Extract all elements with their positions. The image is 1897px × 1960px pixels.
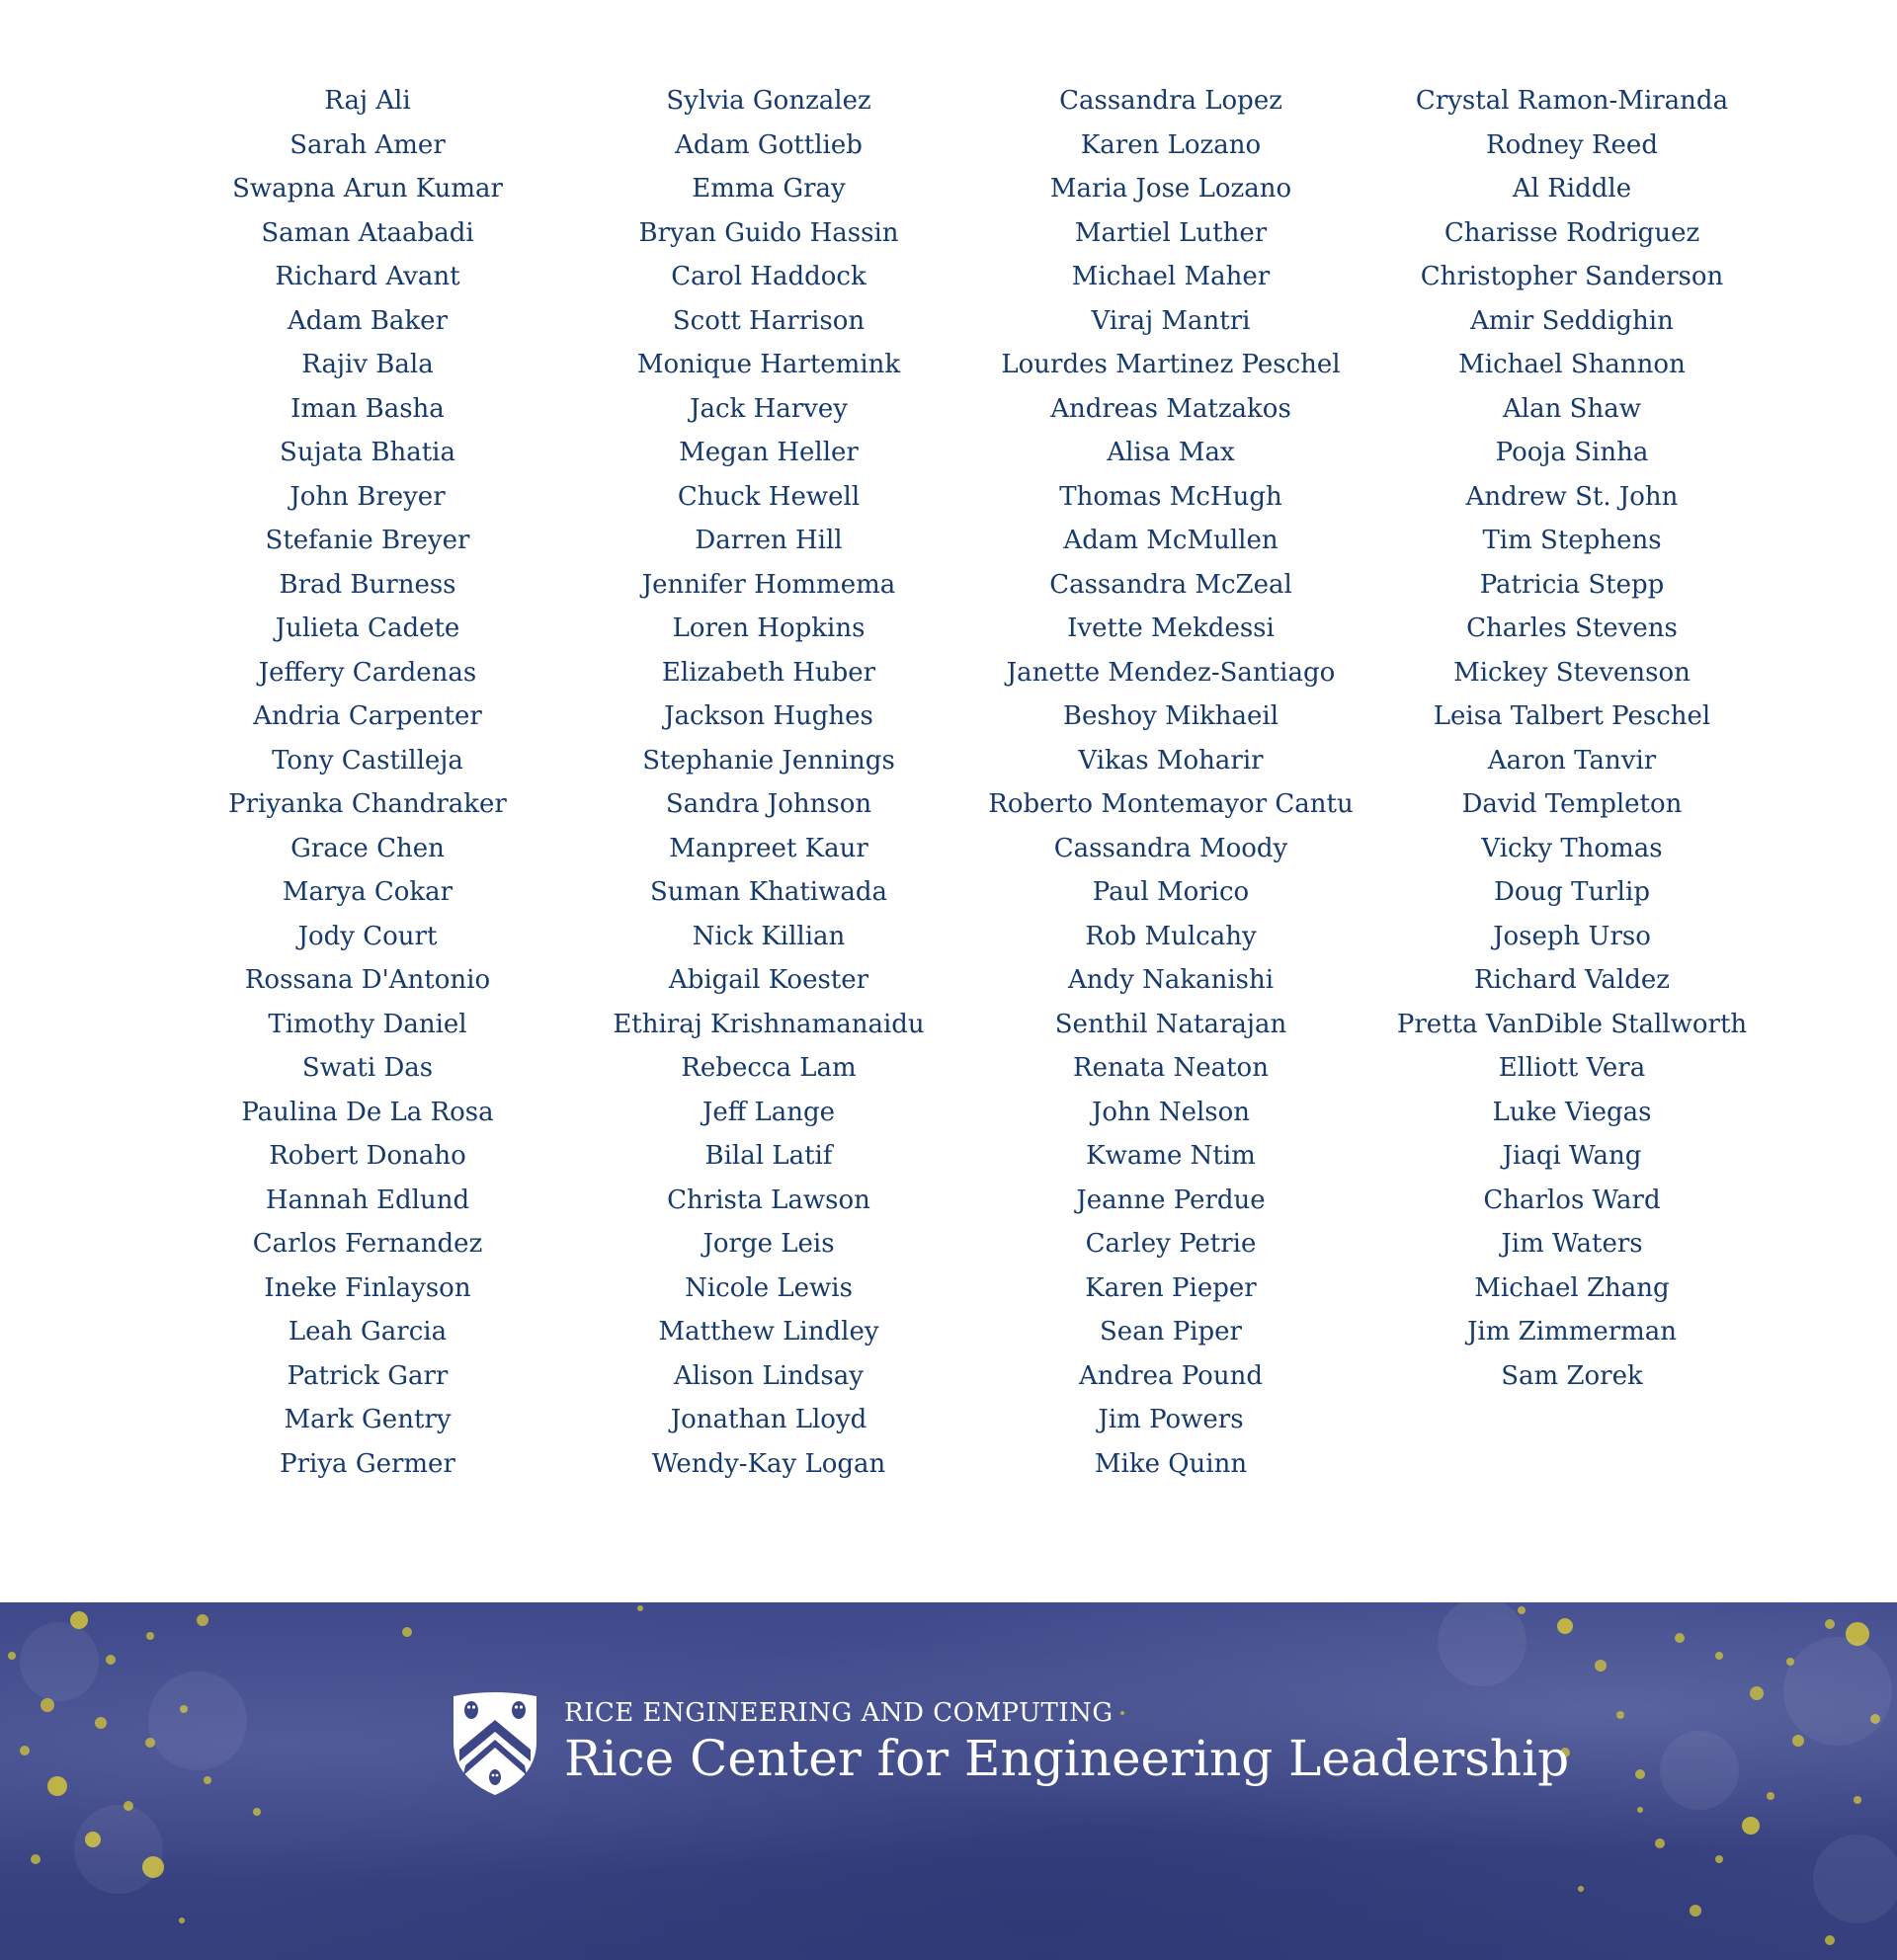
bokeh-dot [1637, 1807, 1643, 1813]
name-entry: Amir Seddighin [1470, 305, 1674, 336]
name-entry: Nick Killian [692, 921, 846, 951]
name-entry: Swati Das [301, 1053, 434, 1083]
bokeh-dot [204, 1776, 211, 1784]
name-entry: Matthew Lindley [658, 1317, 879, 1347]
name-entry: Rodney Reed [1486, 129, 1658, 160]
bokeh-dot [1690, 1905, 1701, 1917]
name-entry: Manpreet Kaur [669, 833, 868, 863]
name-entry: Abigail Koester [668, 965, 869, 995]
bokeh-dot [637, 1605, 643, 1611]
name-entry: Julieta Cadete [275, 613, 460, 643]
name-entry: Sujata Bhatia [280, 438, 455, 467]
name-entry: Jackson Hughes [664, 701, 873, 731]
name-entry: Kwame Ntim [1086, 1141, 1256, 1171]
name-entry: Luke Viegas [1492, 1097, 1652, 1127]
name-entry: Wendy-Kay Logan [651, 1448, 886, 1479]
name-entry: Chuck Hewell [677, 481, 861, 512]
bokeh-dot [179, 1918, 185, 1923]
name-entry: Robert Donaho [269, 1141, 466, 1171]
bokeh-dot [197, 1614, 208, 1626]
name-entry: Adam Baker [287, 305, 449, 336]
name-entry: Pooja Sinha [1495, 438, 1649, 467]
name-entry: Cassandra McZeal [1049, 569, 1292, 600]
name-entry: Patrick Garr [287, 1360, 449, 1391]
name-entry: Michael Maher [1071, 262, 1271, 291]
name-entry: Andreas Matzakos [1050, 393, 1291, 424]
name-entry: Doug Turlip [1494, 877, 1650, 907]
name-entry: Grace Chen [290, 833, 445, 863]
name-entry: Megan Heller [679, 438, 859, 467]
name-entry: Jorge Leis [702, 1229, 835, 1259]
name-entry: Patricia Stepp [1479, 569, 1665, 600]
name-entry: Rob Mulcahy [1085, 921, 1257, 951]
bokeh-dot [106, 1655, 116, 1665]
name-entry: Karen Lozano [1080, 129, 1262, 160]
name-entry: Andrew St. John [1465, 481, 1679, 512]
bokeh-haze [1660, 1731, 1739, 1810]
bokeh-dot [1825, 1619, 1835, 1629]
name-entry: Stefanie Breyer [265, 526, 470, 555]
bokeh-dot [1825, 1935, 1835, 1945]
name-entry: Viraj Mantri [1091, 305, 1251, 336]
name-entry: Paul Morico [1092, 877, 1250, 907]
name-entry: Thomas McHugh [1059, 481, 1282, 512]
name-entry: Hannah Edlund [265, 1184, 470, 1215]
name-entry: Cassandra Lopez [1059, 86, 1282, 116]
bokeh-haze [1783, 1637, 1892, 1746]
name-entry: Crystal Ramon-Miranda [1415, 86, 1729, 116]
name-entry: Roberto Montemayor Cantu [988, 789, 1354, 819]
name-entry: Charlos Ward [1483, 1184, 1661, 1215]
name-entry: Stephanie Jennings [642, 745, 895, 776]
name-entry: Sean Piper [1100, 1317, 1242, 1347]
name-entry: Pretta VanDible Stallworth [1396, 1009, 1748, 1039]
name-entry: Jim Powers [1098, 1405, 1244, 1434]
name-entry: Bilal Latif [704, 1141, 833, 1171]
name-entry: Vikas Moharir [1078, 745, 1264, 776]
name-entry: Karen Pieper [1085, 1272, 1257, 1303]
name-entry: Jeff Lange [701, 1097, 836, 1127]
bokeh-dot [402, 1627, 412, 1637]
name-entry: Tony Castilleja [272, 745, 463, 776]
bokeh-dot [1854, 1796, 1861, 1804]
name-entry: Priyanka Chandraker [228, 789, 507, 819]
rice-owl-shield-icon [450, 1690, 540, 1797]
bokeh-dot [1578, 1886, 1584, 1892]
name-entry: Saman Ataabadi [261, 217, 474, 248]
bokeh-dot [1655, 1838, 1665, 1848]
bokeh-haze [148, 1672, 247, 1770]
name-entry: Jeanne Perdue [1076, 1184, 1266, 1215]
bokeh-dot [8, 1652, 16, 1660]
name-entry: Mickey Stevenson [1453, 657, 1691, 688]
name-entry: Alisa Max [1107, 438, 1235, 467]
footer-branding [450, 1689, 1569, 1798]
name-entry: Renata Neaton [1073, 1053, 1269, 1083]
name-entry: Alan Shaw [1503, 393, 1641, 424]
names-column-1 [160, 79, 575, 1486]
name-entry: Carol Haddock [671, 262, 866, 291]
name-entry: Rossana D'Antonio [244, 965, 491, 995]
name-entry: Lourdes Martinez Peschel [1001, 350, 1341, 379]
name-entry: Cassandra Moody [1053, 833, 1288, 863]
bokeh-dot [1767, 1792, 1774, 1800]
name-entry: Michael Zhang [1474, 1272, 1670, 1303]
bokeh-dot [1595, 1660, 1607, 1672]
name-entry: Beshoy Mikhaeil [1062, 701, 1279, 731]
bokeh-haze [1438, 1602, 1526, 1686]
name-entry: Senthil Natarajan [1054, 1009, 1287, 1039]
bokeh-dot [47, 1776, 67, 1796]
name-entry: Richard Valdez [1474, 965, 1670, 995]
bokeh-dot [1715, 1855, 1723, 1863]
bokeh-dot [146, 1632, 154, 1640]
bokeh-dot [95, 1717, 107, 1729]
names-list [0, 79, 1897, 1502]
name-entry: Rajiv Bala [301, 350, 434, 379]
bokeh-dot [1792, 1735, 1804, 1747]
name-entry: Jiaqi Wang [1502, 1141, 1642, 1171]
name-entry: Michael Shannon [1458, 350, 1686, 379]
name-entry: Rebecca Lam [681, 1053, 857, 1083]
name-entry: Ethiraj Krishnamanaidu [613, 1009, 925, 1039]
name-entry: Bryan Guido Hassin [638, 217, 899, 248]
name-entry: Scott Harrison [672, 305, 866, 336]
bokeh-dot [1750, 1686, 1764, 1700]
name-entry: Sam Zorek [1501, 1360, 1643, 1391]
footer-banner [0, 1602, 1897, 1960]
name-entry: Swapna Arun Kumar [232, 174, 503, 204]
name-entry: Christa Lawson [667, 1184, 870, 1215]
bokeh-dot [1675, 1633, 1685, 1643]
bokeh-haze [1813, 1835, 1897, 1923]
bokeh-dot [1518, 1606, 1526, 1614]
name-entry: Charisse Rodriguez [1443, 217, 1700, 248]
names-column-4 [1364, 79, 1779, 1398]
name-entry: Leisa Talbert Peschel [1433, 701, 1711, 731]
name-entry: Elizabeth Huber [661, 657, 876, 688]
name-entry: Andria Carpenter [253, 701, 482, 731]
name-entry: Jonathan Lloyd [670, 1405, 867, 1434]
bokeh-dot [1715, 1652, 1723, 1660]
names-column-2 [561, 79, 976, 1486]
bokeh-dot [31, 1854, 41, 1864]
name-entry: Adam Gottlieb [675, 129, 863, 160]
name-entry: Loren Hopkins [672, 613, 866, 643]
name-entry: Adam McMullen [1063, 526, 1278, 555]
footer-title: Rice Center for Engineering Leadership [564, 1730, 1570, 1787]
name-entry: Brad Burness [279, 569, 456, 600]
name-entry: Aaron Tanvir [1487, 745, 1657, 776]
name-entry: Priya Germer [280, 1448, 455, 1479]
name-entry: Mike Quinn [1094, 1448, 1248, 1479]
name-entry: Suman Khatiwada [649, 877, 888, 907]
name-entry: Carlos Fernandez [252, 1229, 483, 1259]
name-entry: Sarah Amer [289, 129, 446, 160]
name-entry: Timothy Daniel [268, 1009, 467, 1039]
name-entry: Charles Stevens [1466, 613, 1678, 643]
name-entry: John Nelson [1091, 1097, 1251, 1127]
bokeh-haze [74, 1805, 163, 1894]
name-entry: Raj Ali [324, 86, 411, 116]
name-entry: Joseph Urso [1493, 921, 1651, 951]
name-entry: Jeffery Cardenas [258, 657, 477, 688]
name-entry: Maria Jose Lozano [1049, 174, 1292, 204]
name-entry: David Templeton [1461, 789, 1683, 819]
name-entry: Carley Petrie [1085, 1229, 1257, 1259]
bokeh-dot [1616, 1711, 1624, 1719]
bokeh-haze [20, 1622, 99, 1701]
name-entry: Leah Garcia [288, 1317, 448, 1347]
name-entry: Ineke Finlayson [264, 1272, 471, 1303]
name-entry: Emma Gray [692, 174, 846, 204]
name-entry: Andy Nakanishi [1067, 965, 1275, 995]
bokeh-dot [1635, 1769, 1645, 1779]
bokeh-dot [253, 1808, 261, 1816]
bokeh-dot [1557, 1618, 1573, 1634]
name-entry: Jack Harvey [690, 393, 848, 424]
name-entry: Jody Court [297, 921, 438, 951]
name-entry: Paulina De La Rosa [241, 1097, 494, 1127]
name-entry: Marya Cokar [282, 877, 454, 907]
name-entry: John Breyer [289, 481, 446, 512]
name-entry: Monique Hartemink [636, 350, 901, 379]
name-entry: Vicky Thomas [1481, 833, 1663, 863]
name-entry: Janette Mendez-Santiago [1006, 657, 1336, 688]
name-entry: Iman Basha [290, 393, 445, 424]
footer-subtitle: RICE ENGINEERING AND COMPUTING [564, 1698, 1113, 1728]
name-entry: Darren Hill [695, 526, 843, 555]
name-entry: Richard Avant [275, 262, 460, 291]
bokeh-dot [20, 1746, 30, 1756]
name-entry: Jim Waters [1501, 1229, 1643, 1259]
name-entry: Sandra Johnson [665, 789, 872, 819]
name-entry: Ivette Mekdessi [1067, 613, 1275, 643]
footer-text [564, 1698, 1569, 1789]
name-entry: Tim Stephens [1482, 526, 1662, 555]
bokeh-dot [1742, 1817, 1760, 1835]
name-entry: Andrea Pound [1079, 1360, 1263, 1391]
name-entry: Elliott Vera [1498, 1053, 1646, 1083]
name-entry: Nicole Lewis [685, 1272, 853, 1303]
names-column-3 [963, 79, 1378, 1486]
name-entry: Al Riddle [1512, 174, 1632, 204]
name-entry: Martiel Luther [1074, 217, 1268, 248]
name-entry: Jim Zimmerman [1466, 1317, 1678, 1347]
name-entry: Sylvia Gonzalez [666, 86, 871, 116]
name-entry: Alison Lindsay [674, 1360, 864, 1391]
name-entry: Christopher Sanderson [1420, 262, 1724, 291]
name-entry: Jennifer Hommema [641, 569, 896, 600]
name-entry: Mark Gentry [284, 1405, 452, 1434]
